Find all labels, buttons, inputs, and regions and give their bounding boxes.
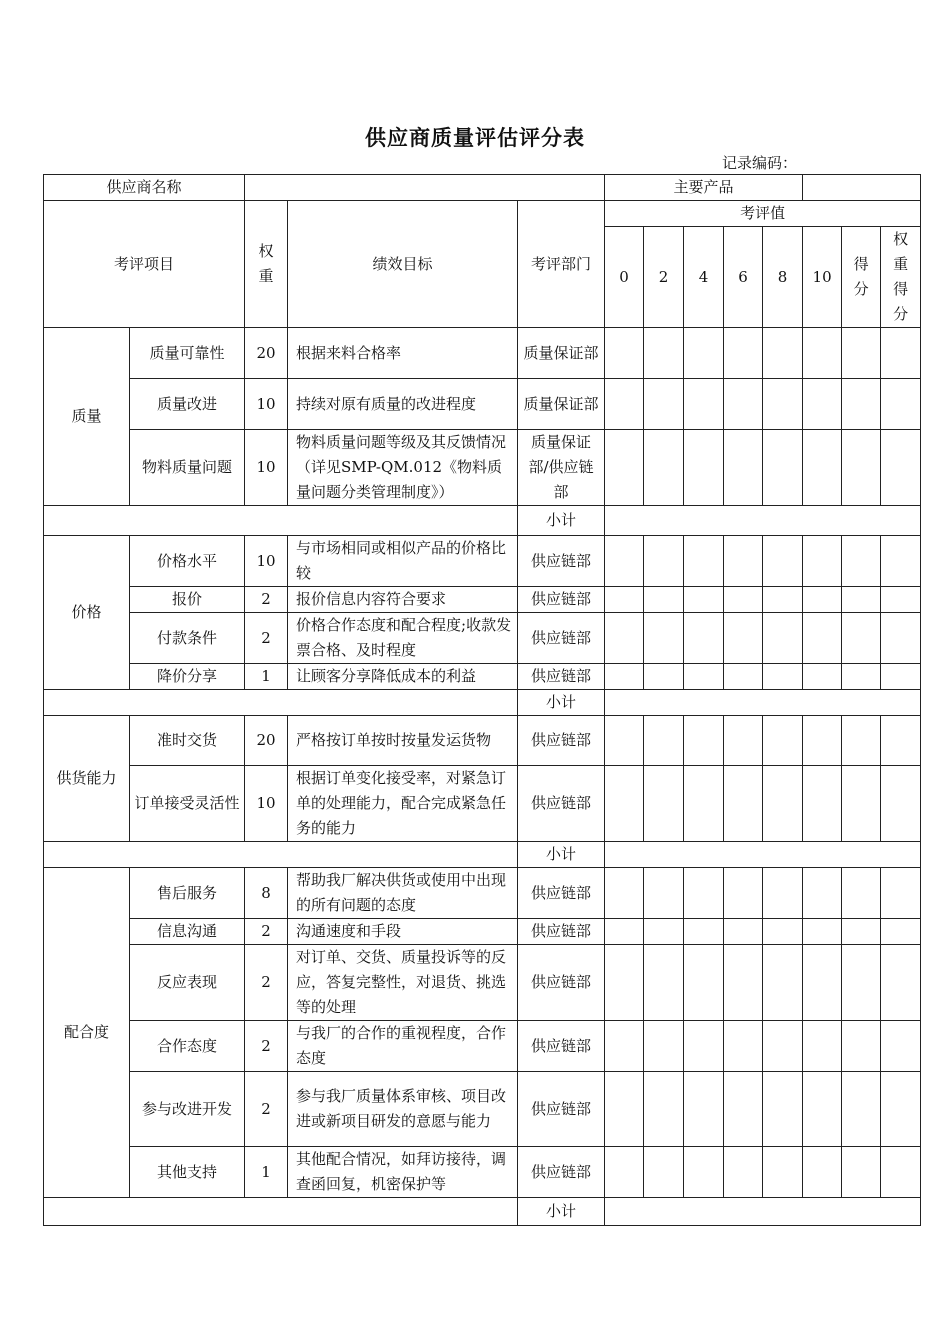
table-row	[44, 1072, 921, 1147]
score-input-cell[interactable]	[724, 716, 763, 766]
subtotal-label: 小计	[518, 506, 605, 536]
score-input-cell[interactable]	[842, 430, 881, 506]
score-input-cell[interactable]	[605, 1147, 644, 1198]
item-name-cell: 质量可靠性	[130, 328, 245, 379]
goal-cell: 对订单、交货、质量投诉等的反应，答复完整性，对退货、挑选等的处理	[288, 945, 518, 1021]
subtotal-value-cell[interactable]	[605, 690, 921, 716]
table-row	[44, 587, 921, 613]
weight-cell: 10	[245, 379, 288, 430]
weight-cell: 8	[245, 868, 288, 919]
weight-cell: 1	[245, 664, 288, 690]
goal-cell: 沟通速度和手段	[288, 919, 518, 945]
score-input-cell[interactable]	[644, 328, 684, 379]
score-input-cell[interactable]	[724, 536, 763, 587]
score-input-cell[interactable]	[763, 430, 803, 506]
score-input-cell[interactable]	[724, 919, 763, 945]
page-title: 供应商质量评估评分表	[365, 126, 585, 150]
score-input-cell[interactable]	[605, 536, 644, 587]
score-col-header: 4	[684, 227, 724, 328]
goal-cell: 根据来料合格率	[288, 328, 518, 379]
table-row	[44, 1147, 921, 1198]
score-input-cell[interactable]	[724, 613, 763, 664]
score-input-cell[interactable]	[644, 664, 684, 690]
score-input-cell[interactable]	[644, 945, 684, 1021]
main-product-label: 主要产品	[605, 175, 803, 201]
table-row	[44, 430, 921, 506]
score-input-cell[interactable]	[605, 868, 644, 919]
score-input-cell[interactable]	[881, 587, 921, 613]
score-input-cell[interactable]	[881, 1147, 921, 1198]
score-input-cell[interactable]	[644, 919, 684, 945]
goal-header: 绩效目标	[288, 201, 518, 328]
dept-cell: 供应链部	[518, 1147, 605, 1198]
score-input-cell[interactable]	[842, 536, 881, 587]
dept-cell: 供应链部	[518, 613, 605, 664]
category-cell: 供货能力	[44, 716, 130, 842]
table-row	[44, 868, 921, 919]
score-input-cell[interactable]	[684, 945, 724, 1021]
subtotal-value-cell[interactable]	[605, 506, 921, 536]
score-input-cell[interactable]	[605, 766, 644, 842]
score-input-cell[interactable]	[842, 919, 881, 945]
score-col-header: 10	[803, 227, 842, 328]
item-name-cell: 反应表现	[130, 945, 245, 1021]
score-input-cell[interactable]	[803, 1147, 842, 1198]
score-input-cell[interactable]	[684, 613, 724, 664]
score-input-cell[interactable]	[881, 430, 921, 506]
score-input-cell[interactable]	[644, 1021, 684, 1072]
weight-cell: 2	[245, 945, 288, 1021]
score-input-cell[interactable]	[605, 1021, 644, 1072]
subtotal-spacer	[44, 842, 518, 868]
score-input-cell[interactable]	[842, 868, 881, 919]
score-input-cell[interactable]	[684, 919, 724, 945]
score-input-cell[interactable]	[724, 1021, 763, 1072]
supplier-name-label: 供应商名称	[44, 175, 245, 201]
goal-cell: 与市场相同或相似产品的价格比较	[288, 536, 518, 587]
subtotal-label: 小计	[518, 690, 605, 716]
table-row	[44, 716, 921, 766]
score-input-cell[interactable]	[803, 919, 842, 945]
score-input-cell[interactable]	[684, 587, 724, 613]
score-input-cell[interactable]	[684, 328, 724, 379]
score-input-cell[interactable]	[724, 664, 763, 690]
goal-cell: 物料质量问题等级及其反馈情况（详见SMP-QM.012《物料质量问题分类管理制度》）	[288, 430, 518, 506]
score-input-cell[interactable]	[881, 1021, 921, 1072]
weight-cell: 2	[245, 1072, 288, 1147]
score-input-cell[interactable]	[881, 919, 921, 945]
table-row	[44, 328, 921, 379]
dept-cell: 供应链部	[518, 1021, 605, 1072]
score-group-header: 考评值	[605, 201, 921, 227]
score-input-cell[interactable]	[644, 766, 684, 842]
item-name-cell: 质量改进	[130, 379, 245, 430]
score-input-cell[interactable]	[724, 766, 763, 842]
score-input-cell[interactable]	[881, 868, 921, 919]
score-input-cell[interactable]	[684, 868, 724, 919]
item-name-cell: 物料质量问题	[130, 430, 245, 506]
score-input-cell[interactable]	[842, 1021, 881, 1072]
subtotal-label: 小计	[518, 842, 605, 868]
score-input-cell[interactable]	[881, 379, 921, 430]
goal-cell: 帮助我厂解决供货或使用中出现的所有问题的态度	[288, 868, 518, 919]
goal-cell: 报价信息内容符合要求	[288, 587, 518, 613]
score-input-cell[interactable]	[724, 328, 763, 379]
score-header: 得 分	[842, 227, 881, 328]
score-input-cell[interactable]	[724, 430, 763, 506]
score-input-cell[interactable]	[684, 716, 724, 766]
dept-header: 考评部门	[518, 201, 605, 328]
subtotal-row	[44, 1198, 921, 1226]
score-input-cell[interactable]	[605, 664, 644, 690]
score-col-header: 0	[605, 227, 644, 328]
score-input-cell[interactable]	[763, 613, 803, 664]
weight-cell: 2	[245, 1021, 288, 1072]
score-input-cell[interactable]	[842, 328, 881, 379]
score-input-cell[interactable]	[684, 664, 724, 690]
goal-cell: 严格按订单按时按量发运货物	[288, 716, 518, 766]
score-input-cell[interactable]	[644, 587, 684, 613]
score-input-cell[interactable]	[842, 716, 881, 766]
score-input-cell[interactable]	[763, 536, 803, 587]
goal-cell: 根据订单变化接受率，对紧急订单的处理能力，配合完成紧急任务的能力	[288, 766, 518, 842]
goal-cell: 持续对原有质量的改进程度	[288, 379, 518, 430]
score-input-cell[interactable]	[763, 868, 803, 919]
score-input-cell[interactable]	[684, 766, 724, 842]
score-input-cell[interactable]	[605, 1072, 644, 1147]
score-input-cell[interactable]	[803, 587, 842, 613]
score-input-cell[interactable]	[724, 945, 763, 1021]
goal-cell: 让顾客分享降低成本的利益	[288, 664, 518, 690]
goal-cell: 参与我厂质量体系审核、项目改进或新项目研发的意愿与能力	[288, 1072, 518, 1147]
score-input-cell[interactable]	[724, 1147, 763, 1198]
weighted-score-header: 权 重 得 分	[881, 227, 921, 328]
score-input-cell[interactable]	[684, 379, 724, 430]
table-row	[44, 379, 921, 430]
table-row	[44, 919, 921, 945]
score-input-cell[interactable]	[881, 716, 921, 766]
score-input-cell[interactable]	[763, 379, 803, 430]
item-name-cell: 售后服务	[130, 868, 245, 919]
score-input-cell[interactable]	[803, 328, 842, 379]
dept-cell: 供应链部	[518, 536, 605, 587]
item-name-cell: 付款条件	[130, 613, 245, 664]
score-input-cell[interactable]	[644, 379, 684, 430]
score-input-cell[interactable]	[605, 919, 644, 945]
subtotal-spacer	[44, 1198, 518, 1226]
table-row	[44, 664, 921, 690]
dept-cell: 供应链部	[518, 868, 605, 919]
score-input-cell[interactable]	[724, 1072, 763, 1147]
score-input-cell[interactable]	[605, 328, 644, 379]
score-input-cell[interactable]	[763, 945, 803, 1021]
score-input-cell[interactable]	[605, 430, 644, 506]
score-input-cell[interactable]	[724, 868, 763, 919]
score-input-cell[interactable]	[881, 613, 921, 664]
score-input-cell[interactable]	[842, 664, 881, 690]
score-input-cell[interactable]	[605, 716, 644, 766]
score-input-cell[interactable]	[605, 587, 644, 613]
score-input-cell[interactable]	[763, 919, 803, 945]
score-input-cell[interactable]	[644, 716, 684, 766]
score-input-cell[interactable]	[881, 766, 921, 842]
score-input-cell[interactable]	[763, 1147, 803, 1198]
score-input-cell[interactable]	[644, 1147, 684, 1198]
score-input-cell[interactable]	[803, 716, 842, 766]
score-input-cell[interactable]	[881, 664, 921, 690]
goal-cell: 价格合作态度和配合程度;收款发票合格、及时程度	[288, 613, 518, 664]
score-col-header: 8	[763, 227, 803, 328]
weight-cell: 20	[245, 328, 288, 379]
score-input-cell[interactable]	[842, 587, 881, 613]
score-input-cell[interactable]	[684, 430, 724, 506]
subtotal-value-cell[interactable]	[605, 842, 921, 868]
item-header: 考评项目	[44, 201, 245, 328]
score-col-header: 6	[724, 227, 763, 328]
evaluation-table	[43, 174, 921, 1226]
score-input-cell[interactable]	[881, 328, 921, 379]
weight-cell: 10	[245, 430, 288, 506]
score-input-cell[interactable]	[763, 1021, 803, 1072]
category-cell: 质量	[44, 328, 130, 506]
score-input-cell[interactable]	[644, 613, 684, 664]
weight-cell: 1	[245, 1147, 288, 1198]
weight-cell: 20	[245, 716, 288, 766]
score-input-cell[interactable]	[881, 945, 921, 1021]
score-input-cell[interactable]	[842, 1072, 881, 1147]
score-input-cell[interactable]	[803, 430, 842, 506]
table-row	[44, 613, 921, 664]
score-input-cell[interactable]	[763, 664, 803, 690]
dept-cell: 质量保证部	[518, 328, 605, 379]
score-input-cell[interactable]	[881, 1072, 921, 1147]
subtotal-row	[44, 842, 921, 868]
dept-cell: 供应链部	[518, 716, 605, 766]
weight-cell: 10	[245, 766, 288, 842]
weight-header: 权 重	[245, 201, 288, 328]
table-row	[44, 766, 921, 842]
score-input-cell[interactable]	[803, 868, 842, 919]
subtotal-value-cell[interactable]	[605, 1198, 921, 1226]
score-input-cell[interactable]	[881, 536, 921, 587]
score-input-cell[interactable]	[605, 613, 644, 664]
category-cell: 配合度	[44, 868, 130, 1198]
dept-cell: 供应链部	[518, 1072, 605, 1147]
score-input-cell[interactable]	[644, 536, 684, 587]
subtotal-row	[44, 506, 921, 536]
score-input-cell[interactable]	[684, 1072, 724, 1147]
score-input-cell[interactable]	[684, 536, 724, 587]
table-row	[44, 536, 921, 587]
item-name-cell: 参与改进开发	[130, 1072, 245, 1147]
score-input-cell[interactable]	[763, 716, 803, 766]
score-input-cell[interactable]	[803, 1021, 842, 1072]
score-col-header: 2	[644, 227, 684, 328]
score-input-cell[interactable]	[803, 945, 842, 1021]
score-input-cell[interactable]	[842, 379, 881, 430]
score-input-cell[interactable]	[763, 766, 803, 842]
subtotal-spacer	[44, 690, 518, 716]
score-input-cell[interactable]	[763, 1072, 803, 1147]
score-input-cell[interactable]	[803, 1072, 842, 1147]
item-name-cell: 合作态度	[130, 1021, 245, 1072]
score-input-cell[interactable]	[763, 587, 803, 613]
item-name-cell: 降价分享	[130, 664, 245, 690]
score-input-cell[interactable]	[605, 379, 644, 430]
subtotal-row	[44, 690, 921, 716]
dept-cell: 供应链部	[518, 766, 605, 842]
header-row	[44, 201, 921, 227]
score-input-cell[interactable]	[684, 1147, 724, 1198]
goal-cell: 其他配合情况，如拜访接待，调查函回复，机密保护等	[288, 1147, 518, 1198]
item-name-cell: 订单接受灵活性	[130, 766, 245, 842]
dept-cell: 供应链部	[518, 664, 605, 690]
score-input-cell[interactable]	[724, 379, 763, 430]
score-input-cell[interactable]	[724, 587, 763, 613]
goal-cell: 与我厂的合作的重视程度，合作态度	[288, 1021, 518, 1072]
dept-cell: 质量保证部	[518, 379, 605, 430]
dept-cell: 供应链部	[518, 587, 605, 613]
supplier-info-row	[44, 175, 921, 201]
weight-cell: 10	[245, 536, 288, 587]
score-input-cell[interactable]	[644, 430, 684, 506]
score-input-cell[interactable]	[842, 1147, 881, 1198]
dept-cell: 质量保证部/供应链部	[518, 430, 605, 506]
subtotal-spacer	[44, 506, 518, 536]
score-input-cell[interactable]	[842, 945, 881, 1021]
table-row	[44, 1021, 921, 1072]
subtotal-label: 小计	[518, 1198, 605, 1226]
score-input-cell[interactable]	[803, 379, 842, 430]
score-input-cell[interactable]	[684, 1021, 724, 1072]
weight-cell: 2	[245, 613, 288, 664]
table-row	[44, 945, 921, 1021]
score-input-cell[interactable]	[842, 613, 881, 664]
score-input-cell[interactable]	[605, 945, 644, 1021]
score-input-cell[interactable]	[803, 664, 842, 690]
item-name-cell: 报价	[130, 587, 245, 613]
item-name-cell: 准时交货	[130, 716, 245, 766]
score-input-cell[interactable]	[644, 1072, 684, 1147]
dept-cell: 供应链部	[518, 919, 605, 945]
main-product-field[interactable]	[803, 175, 921, 201]
weight-cell: 2	[245, 919, 288, 945]
dept-cell: 供应链部	[518, 945, 605, 1021]
item-name-cell: 价格水平	[130, 536, 245, 587]
score-input-cell[interactable]	[842, 766, 881, 842]
score-input-cell[interactable]	[644, 868, 684, 919]
weight-cell: 2	[245, 587, 288, 613]
score-input-cell[interactable]	[803, 613, 842, 664]
supplier-name-field[interactable]	[245, 175, 605, 201]
item-name-cell: 信息沟通	[130, 919, 245, 945]
record-number-label: 记录编码：	[722, 154, 798, 172]
item-name-cell: 其他支持	[130, 1147, 245, 1198]
score-input-cell[interactable]	[803, 536, 842, 587]
category-cell: 价格	[44, 536, 130, 690]
score-input-cell[interactable]	[763, 328, 803, 379]
score-input-cell[interactable]	[803, 766, 842, 842]
